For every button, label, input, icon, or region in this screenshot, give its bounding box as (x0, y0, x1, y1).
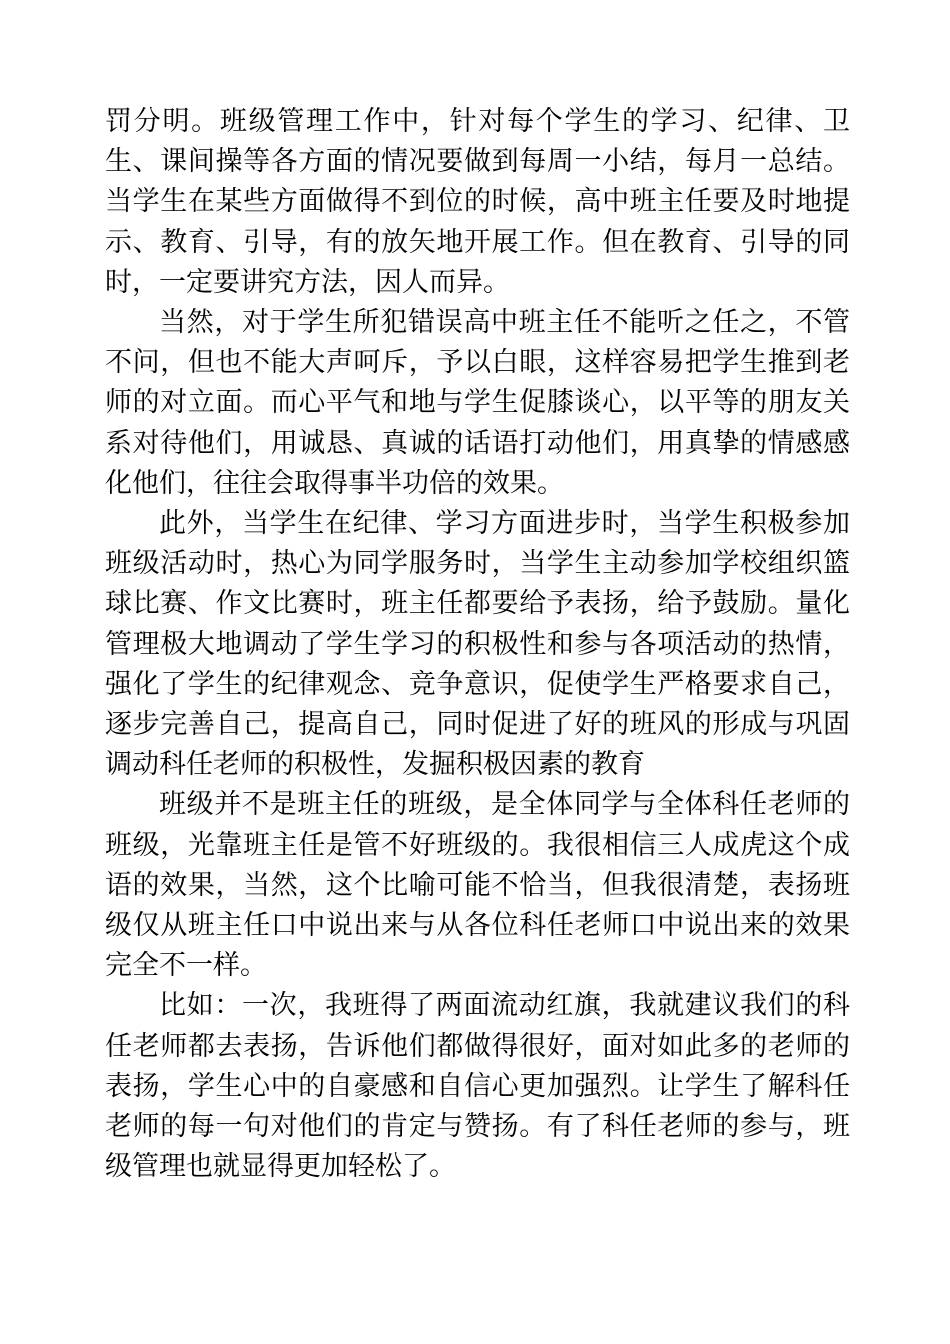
paragraph-4: 班级并不是班主任的班级，是全体同学与全体科任老师的班级，光靠班主任是管不好班级的。我很相信三人成虎这个成语的效果，当然，这个比喻可能不恰当，但我很清楚，表扬班级仅从班主任口中说出来与从各位科任老师口中说出来的效果完全不一样。 (105, 789, 850, 982)
document-body (105, 102, 850, 1187)
paragraph-3: 此外，当学生在纪律、学习方面进步时，当学生积极参加班级活动时，热心为同学服务时，当学生主动参加学校组织篮球比赛、作文比赛时，班主任都要给予表扬，给予鼓励。量化管理极大地调动了学生学习的积极性和参与各项活动的热情，强化了学生的纪律观念、竞争意识，促使学生严格要求自己，逐步完善自己，提高自己，同时促进了好的班风的形成与巩固调动科任老师的积极性，发掘积极因素的教育 (105, 508, 850, 781)
paragraph-2: 当然，对于学生所犯错误高中班主任不能听之任之，不管不问，但也不能大声呵斥，予以白眼，这样容易把学生推到老师的对立面。而心平气和地与学生促膝谈心，以平等的朋友关系对待他们，用诚恳、真诚的话语打动他们，用真挚的情感感化他们，往往会取得事半功倍的效果。 (105, 307, 850, 499)
paragraph-5: 比如：一次，我班得了两面流动红旗，我就建议我们的科任老师都去表扬，告诉他们都做得很好，面对如此多的老师的表扬，学生心中的自豪感和自信心更加强烈。让学生了解科任老师的每一句对他们的肯定与赞扬。有了科任老师的参与，班级管理也就显得更加轻松了。 (105, 990, 850, 1183)
paragraph-1: 罚分明。班级管理工作中，针对每个学生的学习、纪律、卫生、课间操等各方面的情况要做到每周一小结，每月一总结。当学生在某些方面做得不到位的时候，高中班主任要及时地提示、教育、引导，有的放矢地开展工作。但在教育、引导的同时，一定要讲究方法，因人而异。 (105, 106, 850, 298)
